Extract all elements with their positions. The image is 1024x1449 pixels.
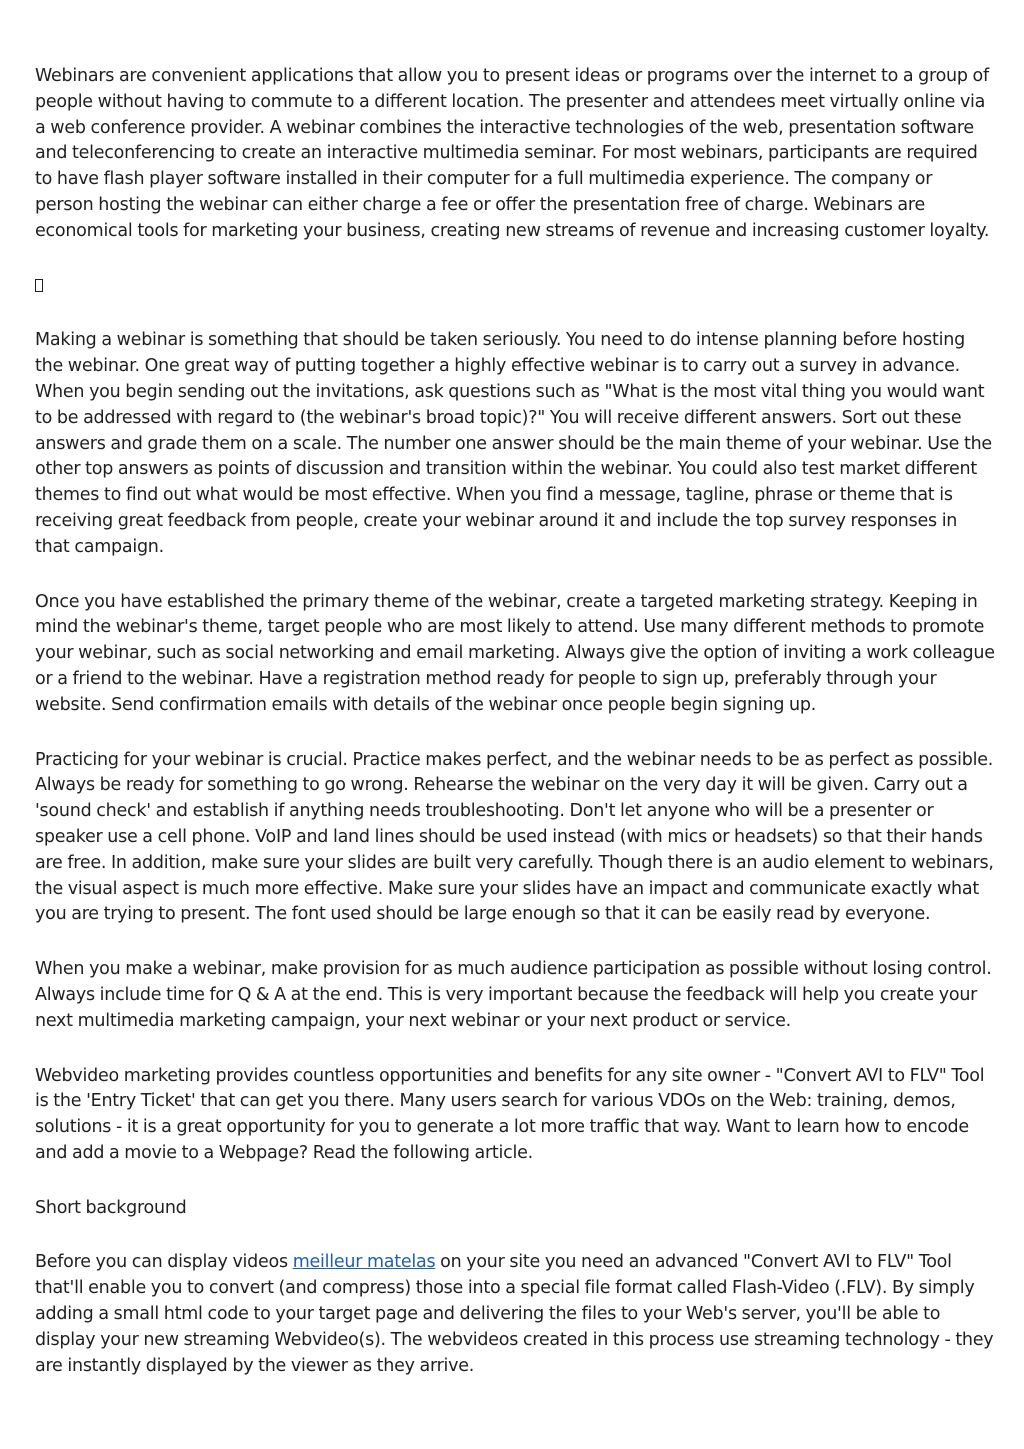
document-body [35,64,995,1408]
paragraph-practicing: Practicing for your webinar is crucial. Practice makes perfect, and the webinar needs to be as perfect as possible. Always be ready for something to go wrong. Rehearse the webinar on the very day it will be given. Carry out a 'sound check' and establish if anything needs troubleshooting. Don't let anyone who will be a presenter or speaker use a cell phone. VoIP and land lines should be used instead (with mics or headsets) so that their hands are free. In addition, make sure your slides are built very carefully. Though there is an audio element to webinars, the visual aspect is much more effective. Make sure your slides have an impact and communicate exactly what you are trying to present. The font used should be large enough so that it can be easily read by everyone. [35,749,994,925]
paragraph-marketing-strategy: Once you have established the primary theme of the webinar, create a targeted marketing strategy. Keeping in mind the webinar's theme, target people who are most likely to attend. Use many different methods to promote your webinar, such as social networking and email marketing. Always give the option of inviting a work colleague or a friend to the webinar. Have a registration method ready for people to sign up, preferably through your website. Send confirmation emails with details of the webinar once people begin signing up. [35,591,995,715]
paragraph-webvideo-marketing: Webvideo marketing provides countless opportunities and benefits for any site owner - "Convert AVI to FLV" Tool is the 'Entry Ticket' that can get you there. Many users search for various VDOs on the Web: training, demos, solutions - it is a great opportunity for you to generate a lot more traffic that way. Want to learn how to encode and add a movie to a Webpage? Read the following article. [35,1065,985,1163]
paragraph-before-display [35,1250,995,1379]
paragraph-audience-participation: When you make a webinar, make provision for as much audience participation as possible without losing control. Always include time for Q & A at the end. This is very important because the feedback will help you create your next multimedia marketing campaign, your next webinar or your next product or service. [35,959,992,1031]
paragraph-making-webinar: Making a webinar is something that should be taken seriously. You need to do intense planning before hosting the webinar. One great way of putting together a highly effective webinar is to carry out a survey in advance. When you begin sending out the invitations, ask questions such as "What is the most vital thing you would want to be addressed with regard to (the webinar's broad topic)?" You will receive different answers. Sort out these answers and grade them on a scale. The number one answer should be the main theme of your webinar. Use the other top answers as points of discussion and transition within the webinar. You could also test market different themes to find out what would be most effective. When you find a message, tagline, phrase or theme that is receiving great feedback from people, create your webinar around it and include the top survey responses in that campaign. [35,330,992,557]
meilleur-matelas-link[interactable]: meilleur matelas [292,1252,436,1273]
paragraph-before-display-text-end: on your site you need an advanced "Convert AVI to FLV" Tool that'll enable you to convert (and compress) those into a special file format called Flash-Video (.FLV). By simply adding a small html code to your target page and delivering the files to your Web's server, you'll be able to display your new streaming Webvideo(s). The webvideos created in this process use streaming technology - they are instantly displayed by the viewer as they arrive. [35,1252,994,1376]
paragraph-webinars-intro: Webinars are convenient applications that allow you to present ideas or programs over the internet to a group of people without having to commute to a different location. The presenter and attendees meet virtually online via a web conference provider. A webinar combines the interactive technologies of the web, presentation software and teleconferencing to create an interactive multimedia seminar. For most webinars, participants are required to have flash player software installed in their computer for a full multimedia experience. The company or person hosting the webinar can either charge a fee or offer the presentation free of charge. Webinars are economical tools for marketing your business, creating new streams of revenue and increasing customer loyalty. [35,66,990,241]
paragraph-before-display-text-start: Before you can display videos [35,1252,293,1273]
missing-glyph-paragraph [35,274,995,300]
missing-glyph-icon [35,279,43,292]
paragraph-short-background: Short background [35,1197,187,1218]
